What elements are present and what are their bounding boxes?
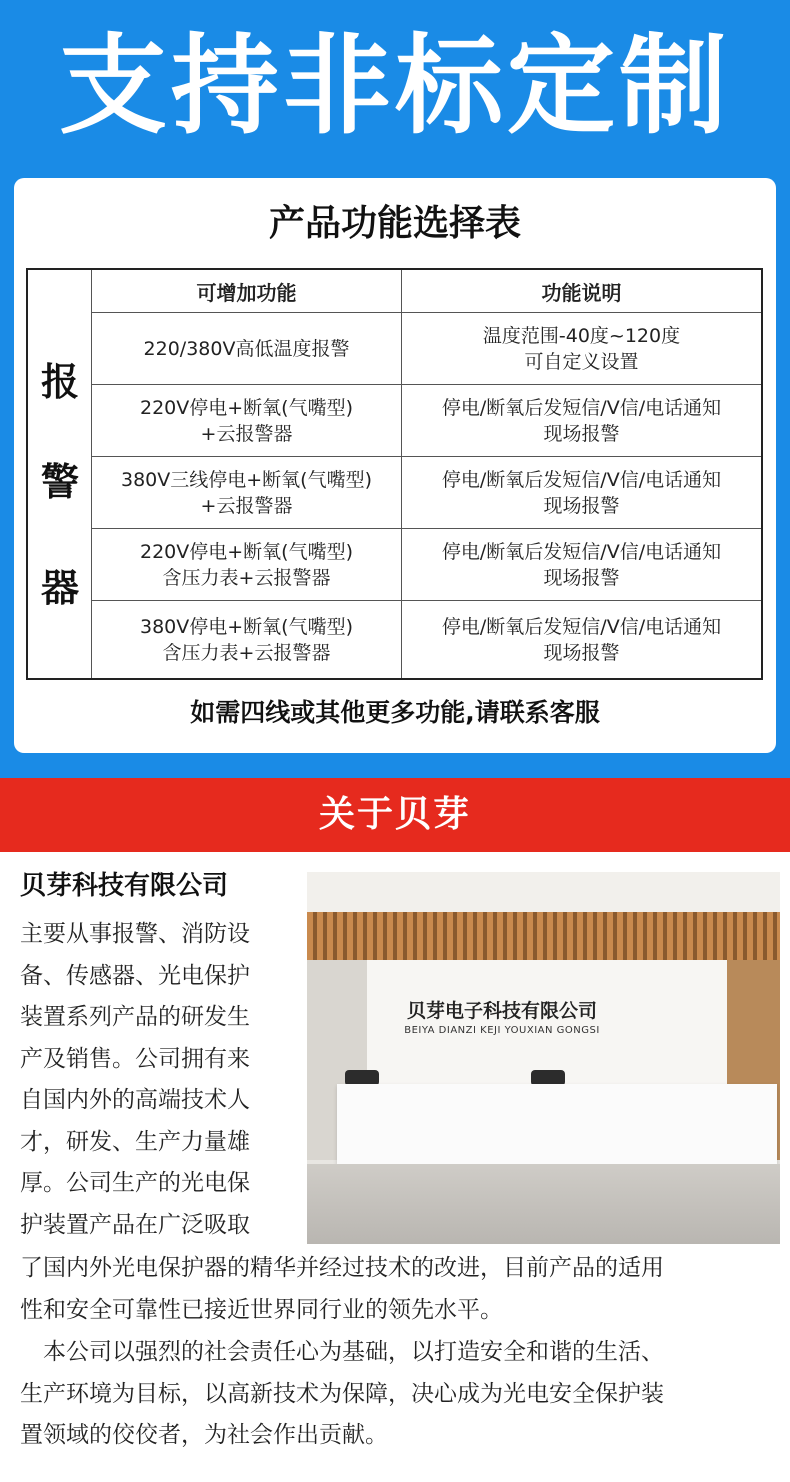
cell-line: 现场报警 [543,422,620,445]
header-feature: 可增加功能 [196,280,297,305]
cell-line: 380V停电+断氧(气嘴型) [139,615,353,638]
intro-text-full [20,1248,780,1331]
table-row-description [402,457,761,528]
cell-line: +云报警器 [200,422,293,445]
photo-reception-desk [337,1084,777,1164]
group-label-char: 器 [40,566,79,610]
about-banner-title: 关于贝芽 [318,794,471,835]
intro-line: 性和安全可靠性已接近世界同行业的领先水平。 [20,1296,503,1323]
hero-title: 支持非标定制 [58,24,731,149]
intro-line: 自国内外的高端技术人 [20,1087,250,1113]
intro-line: 厚。公司生产的光电保 [20,1170,250,1196]
function-table [26,268,763,680]
table-row-description [402,385,761,456]
table-row-feature [92,385,401,456]
cell-line: 停电/断氧后发短信/V信/电话通知 [441,468,722,491]
cell-line: 含压力表+云报警器 [162,641,331,664]
photo-sign-chinese: 贝芽电子科技有限公司 [406,1000,597,1022]
cell-line: 220/380V高低温度报警 [143,337,350,360]
function-table-card [14,178,776,753]
intro-text-column [20,914,292,1246]
table-title: 产品功能选择表 [268,203,521,244]
table-row-feature [92,457,401,528]
cell-line: 现场报警 [543,494,620,517]
table-row-feature [92,529,401,600]
photo-floor [307,1164,780,1244]
table-row-feature [92,313,401,384]
intro-line: 产及销售。公司拥有来 [20,1045,250,1072]
cell-line: 停电/断氧后发短信/V信/电话通知 [441,615,722,638]
intro-line: 备、传感器、光电保护 [20,962,250,989]
cell-line: 停电/断氧后发短信/V信/电话通知 [441,540,722,563]
intro-line: 置领域的佼佼者，为社会作出贡献。 [20,1422,388,1448]
intro-paragraph-2 [20,1332,780,1457]
cell-line: 220V停电+断氧(气嘴型) [139,540,353,563]
table-row-description [402,601,761,678]
cell-line: 温度范围-40度~120度 [482,324,681,347]
cell-line: 停电/断氧后发短信/V信/电话通知 [441,396,722,419]
cell-line: 现场报警 [543,641,620,664]
company-name: 贝芽科技有限公司 [20,871,229,901]
photo-ceiling-top [307,872,780,912]
photo-sign-pinyin: BEIYA DIANZI KEJI YOUXIAN GONGSI [404,1025,600,1036]
intro-line: 才，研发、生产力量雄 [20,1128,250,1155]
intro-line: 本公司以强烈的社会责任心为基础，以打造安全和谐的生活、 [43,1339,664,1365]
group-label-column [28,270,92,678]
cell-line: +云报警器 [200,494,293,517]
intro-line: 生产环境为目标，以高新技术为保障，决心成为光电安全保护装 [20,1380,664,1407]
intro-line: 了国内外光电保护器的精华并经过技术的改进，目前产品的适用 [20,1255,664,1281]
group-label-char: 报 [40,360,79,404]
table-note: 如需四线或其他更多功能,请联系客服 [190,698,600,727]
table-row-feature [92,601,401,678]
cell-line: 含压力表+云报警器 [162,566,331,589]
intro-line: 护装置产品在广泛吸取 [20,1211,250,1238]
cell-line: 220V停电+断氧(气嘴型) [139,396,353,419]
about-banner [0,778,790,852]
table-row-description [402,529,761,600]
cell-line: 可自定义设置 [524,350,639,373]
header-description: 功能说明 [541,280,622,305]
cell-line: 现场报警 [543,566,620,589]
intro-line: 装置系列产品的研发生 [20,1004,250,1030]
group-label-char: 警 [40,460,79,504]
table-row-description [402,313,761,384]
intro-line: 主要从事报警、消防设 [20,921,250,947]
office-reception-photo [307,872,780,1244]
cell-line: 380V三线停电+断氧(气嘴型) [120,468,372,491]
